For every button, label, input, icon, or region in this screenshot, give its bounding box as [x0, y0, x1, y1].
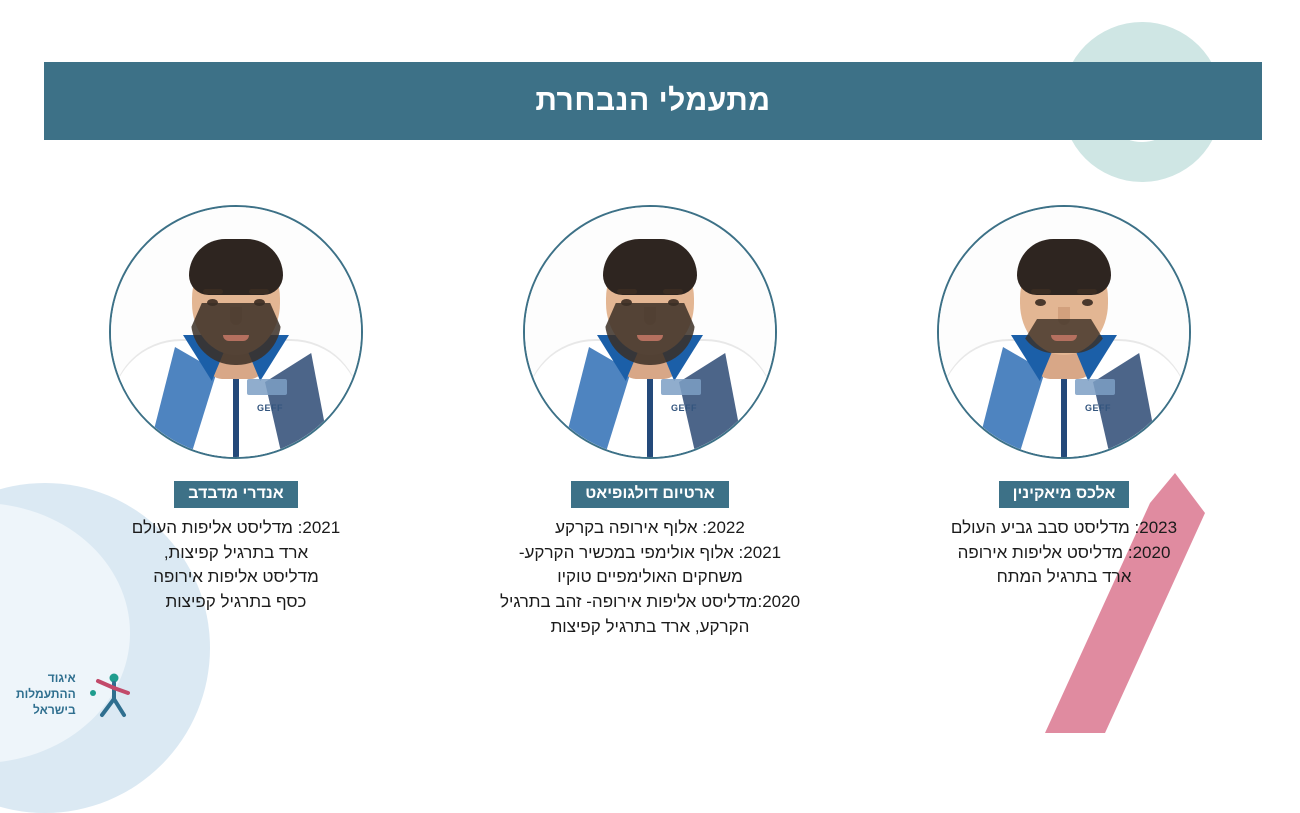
achievement-line: כסף בתרגיל קפיצות — [165, 591, 307, 611]
athlete-card — [884, 205, 1244, 639]
achievement-line: ארד בתרגיל קפיצות, — [163, 542, 309, 562]
federation-logo-line: בישראל — [33, 703, 76, 718]
federation-logo-line: איגוד — [47, 670, 76, 685]
athlete-achievements — [894, 516, 1234, 590]
achievement-line: משחקים האולימפיים טוקיו — [557, 567, 743, 587]
slide-title-bar — [44, 62, 1262, 140]
achievement-line: ארד בתרגיל המתח — [996, 567, 1132, 587]
athlete-portrait: GEFF — [109, 205, 363, 459]
athlete-name: אנדרי מדבדב — [174, 481, 297, 508]
athlete-name: ארטיום דולגופיאט — [571, 481, 728, 508]
athlete-card — [470, 205, 830, 639]
federation-logo-text — [16, 670, 76, 719]
athlete-name: אלכס מיאקינין — [999, 481, 1130, 508]
federation-logo-line: ההתעמלות — [16, 686, 76, 701]
achievement-line: הקרקע, ארד בתרגיל קפיצות — [550, 616, 750, 636]
achievement-line: 2021: מדליסט אליפות העולם — [131, 518, 341, 537]
athlete-card — [56, 205, 416, 639]
page-title: מתעמלי הנבחרת — [535, 84, 771, 117]
athlete-cards-row — [0, 205, 1300, 639]
achievement-line: 2022: אלוף אירופה בקרקע — [555, 518, 745, 537]
athlete-portrait: GEFF — [937, 205, 1191, 459]
achievement-line: 2023: מדליסט סבב גביע העולם — [950, 518, 1178, 537]
athlete-achievements — [66, 516, 406, 615]
federation-logo — [16, 669, 130, 719]
achievement-line: 2020:מדליסט אליפות אירופה- זהב בתרגיל — [499, 591, 801, 611]
athlete-portrait: GEFF — [523, 205, 777, 459]
gymnast-figure-icon — [84, 669, 130, 719]
achievement-line: 2020: מדליסט אליפות אירופה — [957, 542, 1171, 562]
achievement-line: 2021: אלוף אולימפי במכשיר הקרקע- — [518, 542, 782, 562]
achievement-line: מדליסט אליפות אירופה — [153, 567, 319, 587]
athlete-achievements — [480, 516, 820, 639]
